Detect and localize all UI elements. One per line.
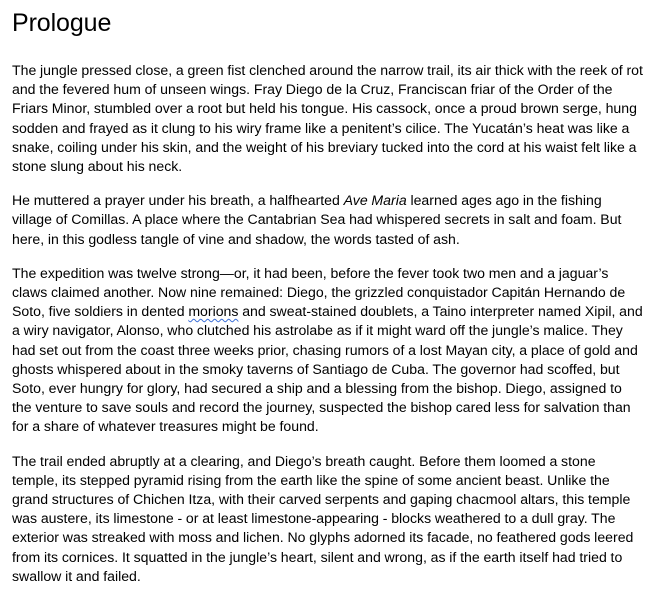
page-title: Prologue bbox=[12, 9, 112, 37]
spellcheck-flagged-word[interactable]: morions bbox=[188, 303, 239, 320]
paragraph-4: The trail ended abruptly at a clearing, and Diego’s breath caught. Before them loomed a stone temple, its stepped pyramid rising from the earth like the spine of some ancient beast. Unlike the grand structures of Chichen Itza, with their carved serpents and gaping chacmool altars, this temple was austere, its limestone - or at least limestone-appearing - blocks weathered to a dull gray. The exterior was streaked with moss and lichen. No glyphs adorned its facade, no feathered gods leered from its cornices. It squatted in the jungle’s heart, silent and wrong, as if the earth itself had tried to swallow it and failed. bbox=[12, 452, 634, 584]
paragraph-2 bbox=[12, 191, 644, 249]
paragraph-2-italic-phrase: Ave Maria bbox=[343, 192, 407, 209]
paragraph-3-text-start: The expedition was twelve strong—or, it had been, before the fever took two men and a jaguar’s claws claimed another. Now nine remained: Diego, the grizzled conquistador Capitán Hernando de Soto, five soldiers in dented bbox=[12, 264, 626, 320]
paragraph-3 bbox=[12, 264, 644, 437]
document-page bbox=[12, 6, 644, 601]
paragraph-2-text-start: He muttered a prayer under his breath, a halfhearted bbox=[12, 192, 344, 209]
paragraph-2-text-end: learned ages ago in the fishing village of Comillas. A place where the Cantabrian Sea had whispered secrets in salt and foam. But here, in this godless tangle of vine and shadow, the words tasted of ash. bbox=[12, 192, 622, 247]
paragraph-3-text-end: and sweat-stained doublets, a Taino interpreter named Xipil, and a wiry navigator, Alonso, who clutched his astrolabe as if it might ward off the jungle’s malice. They had set out from the coast three weeks prior, chasing rumors of a lost Mayan city, a place of gold and ghosts whispered about in the smoky taverns of Santiago de Cuba. The governor had scoffed, but Soto, ever hungry for glory, had secured a ship and a blessing from the bishop. Diego, assigned to the venture to save souls and record the journey, suspected the bishop cared less for salvation than for a share of whatever treasures might be found. bbox=[12, 303, 643, 435]
paragraph-1: The jungle pressed close, a green fist clenched around the narrow trail, its air thick with the reek of rot and the fevered hum of unseen wings. Fray Diego de la Cruz, Franciscan friar of the Order of the Friars Minor, stumbled over a root but held his tongue. His cassock, once a proud brown serge, hung sodden and frayed as it clung to his wiry frame like a penitent’s cilice. The Yucatán’s heat was like a snake, coiling under his skin, and the weight of his breviary tucked into the cord at his waist felt like a stone slung about his neck. bbox=[12, 62, 643, 175]
